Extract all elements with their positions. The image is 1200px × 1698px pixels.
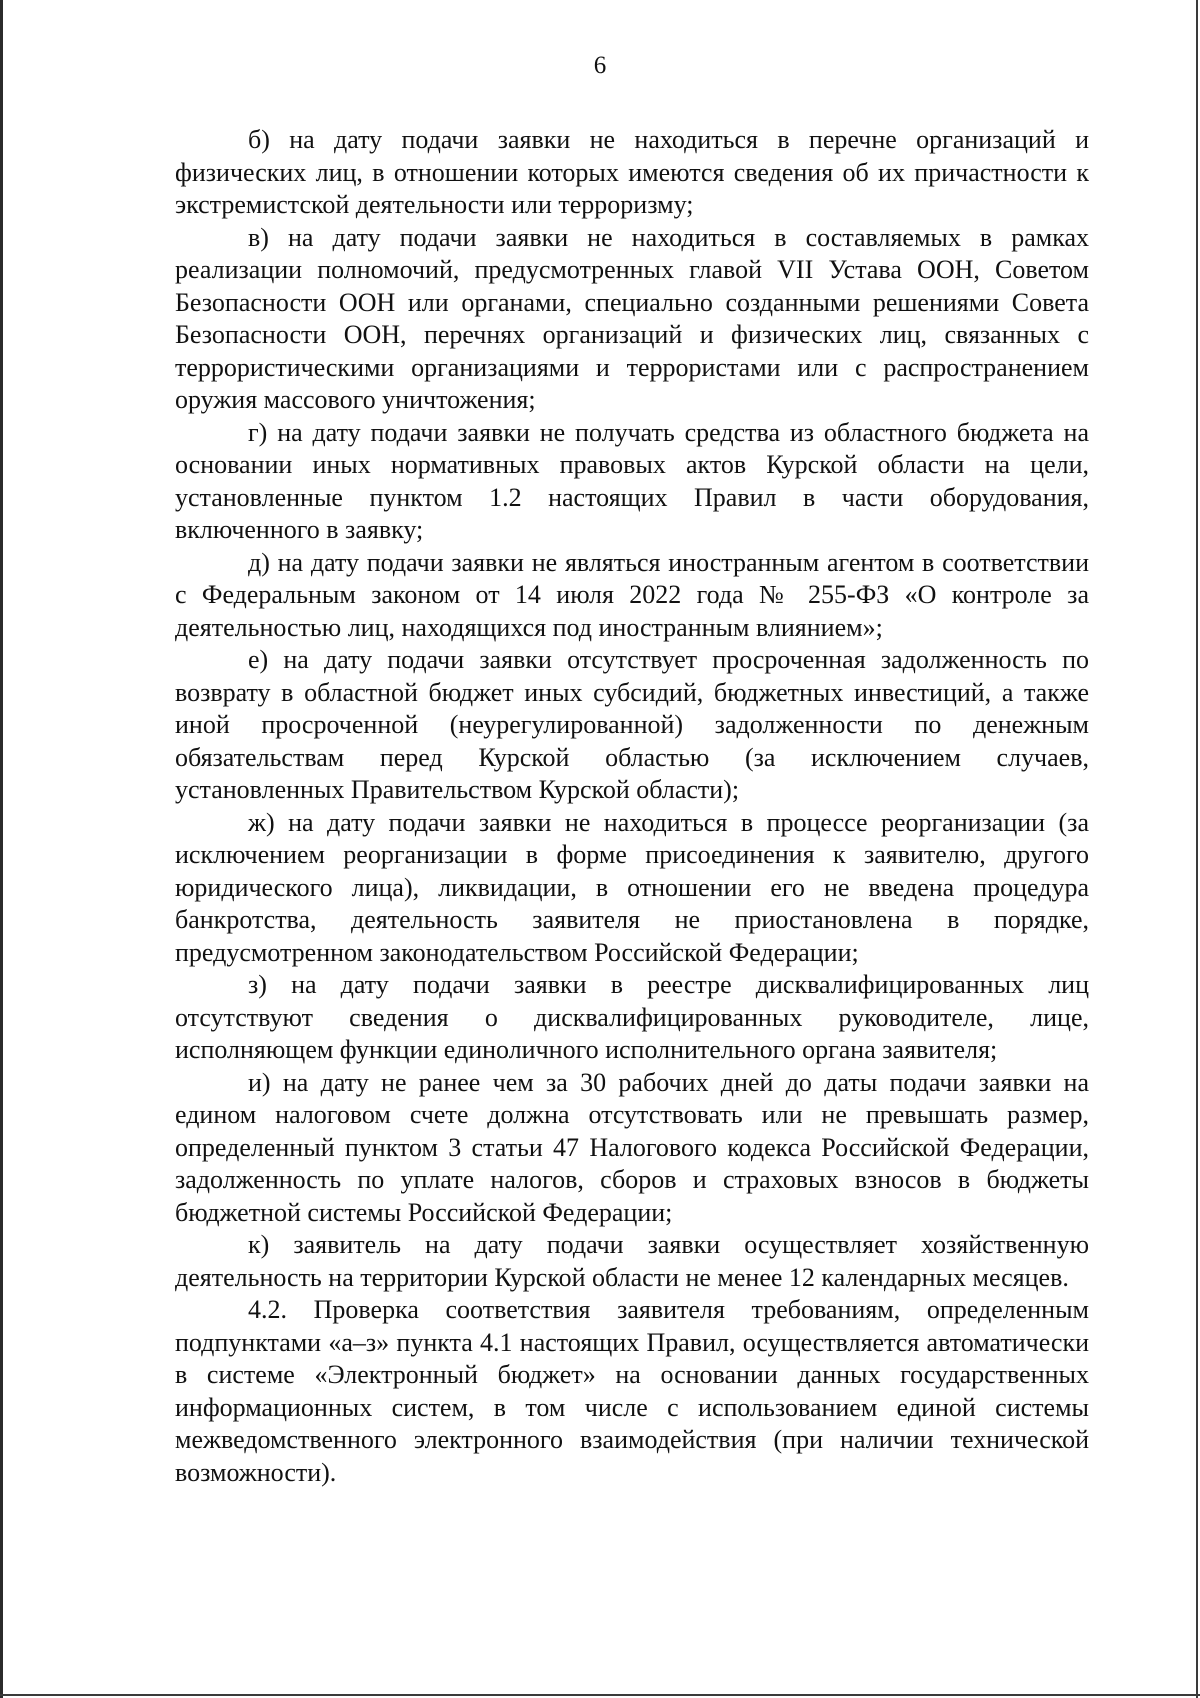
- scan-border-bottom: [0, 1694, 1200, 1696]
- paragraph-zh: ж) на дату подачи заявки не находиться в процессе реорганизации (за исключением реорганизации в форме присоединения к заявителю, другого юридического лица), ликвидации, в отношении его не введена процедура банкротства, деятельность заявителя не приостановлена в порядке, предусмотренном законодательством Российской Федерации;: [175, 807, 1089, 967]
- paragraph-b: б) на дату подачи заявки не находиться в перечне организаций и физических лиц, в отношении которых имеются сведения об их причастности к экстремистской деятельности или терроризму;: [175, 125, 1089, 219]
- scan-border-left: [0, 0, 3, 1698]
- scan-border-right: [1196, 0, 1198, 1698]
- paragraph-v: в) на дату подачи заявки не находиться в составляемых в рамках реализации полномочий, предусмотренных главой VII Устава ООН, Советом Безопасности ООН или органами, специально созданными решениями Совета Безопасности ООН, перечнях организаций и физических лиц, связанных с террористическими организациями и террористами или с распространением оружия массового уничтожения;: [175, 222, 1089, 414]
- paragraph-e: е) на дату подачи заявки отсутствует просроченная задолженность по возврату в областной бюджет иных субсидий, бюджетных инвестиций, а также иной просроченной (неурегулированной) задолженности по денежным обязательствам перед Курской областью (за исключением случаев, установленных Правительством Курской области);: [175, 645, 1089, 804]
- document-body: [175, 124, 1089, 1489]
- paragraph-4-2: 4.2. Проверка соответствия заявителя требованиям, определенным подпунктами «а–з» пункта 4.1 настоящих Правил, осуществляется автоматически в системе «Электронный бюджет» на основании данных государственных информационных систем, в том числе с использованием единой системы межведомственного электронного взаимодействия (при наличии технической возможности).: [175, 1295, 1089, 1487]
- paragraph-d: д) на дату подачи заявки не являться иностранным агентом в соответствии с Федеральным законом от 14 июля 2022 года № 255-ФЗ «О контроле за деятельностью лиц, находящихся под иностранным влиянием»;: [175, 547, 1089, 642]
- paragraph-i: и) на дату не ранее чем за 30 рабочих дней до даты подачи заявки на едином налоговом счете должна отсутствовать или не превышать размер, определенный пунктом 3 статьи 47 Налогового кодекса Российской Федерации, задолженность по уплате налогов, сборов и страховых взносов в бюджеты бюджетной системы Российской Федерации;: [175, 1067, 1089, 1227]
- paragraph-k: к) заявитель на дату подачи заявки осуществляет хозяйственную деятельность на территории Курской области не менее 12 календарных месяцев.: [175, 1230, 1089, 1292]
- page-number: 6: [593, 52, 607, 79]
- paragraph-g: г) на дату подачи заявки не получать средства из областного бюджета на основании иных нормативных правовых актов Курской области на цели, установленные пунктом 1.2 настоящих Правил в части оборудования, включенного в заявку;: [175, 417, 1089, 544]
- paragraph-z: з) на дату подачи заявки в реестре дисквалифицированных лиц отсутствуют сведения о дисквалифицированных руководителе, лице, исполняющем функции единоличного исполнительного органа заявителя;: [175, 970, 1089, 1064]
